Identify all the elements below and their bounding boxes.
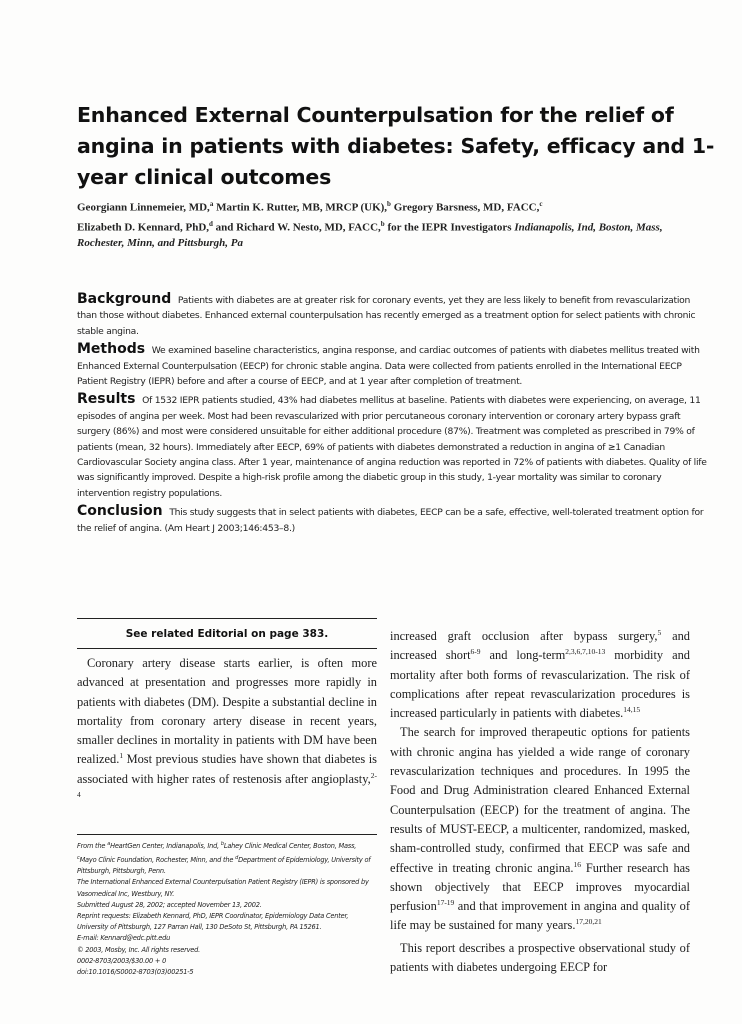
affiliation-marker: c (539, 200, 543, 208)
copyright: © 2003, Mosby, Inc. All rights reserved. (77, 945, 201, 954)
citation: 2-4 (77, 770, 377, 799)
author-name: Martin K. Rutter, MB, MRCP (UK), (213, 201, 388, 214)
body-text (390, 627, 690, 977)
abstract-heading: Results (77, 391, 136, 408)
article-title: Enhanced External Counterpulsation for the relief of angina in patients with diabetes: Safety, efficacy and 1-year clinical outcomes (77, 103, 715, 189)
submission-dates: Submitted August 28, 2002; accepted November 13, 2002. (77, 900, 262, 909)
text-run: Coronary artery disease starts earlier, is often more advanced at presentation and progresses more rapidly in patients with diabetes (DM). Despite a substantial decline in mortality from coronary artery disease in recent years, smaller declines in mortality in patients with DM have been realized. (77, 656, 377, 767)
text-run: Mayo Clinic Foundation, Rochester, Minn, and the (79, 855, 236, 864)
text-run: Further research has shown objectively that EECP improves myocardial perfusion (390, 860, 690, 914)
paragraph (77, 654, 377, 808)
text-run: HeartGen Center, Indianapolis, Ind, (110, 842, 221, 851)
abstract-text: Of 1532 IEPR patients studied, 43% had diabetes mellitus at baseline. Patients with diabetes were experiencing, on average, 11 episodes of angina per week. Most had been revascularized with prior percutaneous coronary intervention or coronary artery bypass graft surgery (86%) and most were considered unsuitable for either additional procedure (87%). Treatment was completed as prescribed in 79% of patients (mean, 32 hours). Immediately after EECP, 69% of patients with diabetes demonstrated a reduction in angina of ≥1 Canadian Cardiovascular Society angina class. After 1 year, maintenance of angina reduction was reported in 72% of patients with diabetes. Quality of life was significantly improved. Despite a high-risk profile among the diabetic group in this study, 1-year mortality was similar to coronary intervention registry populations. (77, 395, 707, 499)
author-name: Elizabeth D. Kennard, PhD, (77, 221, 210, 234)
reprint-requests: Reprint requests: Elizabeth Kennard, PhD, IEPR Coordinator, Epidemiology Data Center, University of Pittsburgh, 127 Parran Hall, 130 DeSoto St, Pittsburgh, PA 15261. (77, 911, 349, 932)
abstract-results (77, 392, 707, 501)
right-column (390, 627, 690, 977)
citation: 16 (573, 859, 581, 869)
text-run: morbidity and mortality after both forms of revascularization. The risk of complications after repeat revascularization procedures is increased particularly in patients with diabetes. (390, 648, 690, 721)
text-run: increased graft occlusion after bypass surgery, (390, 629, 658, 643)
doi: doi:10.1016/S0002-8703(03)00251-5 (77, 967, 194, 976)
affiliation-marker: a (107, 841, 111, 848)
text-run: Lahey Clinic Medical Center, Boston, Mass, (223, 842, 357, 851)
text-run: and increased short (390, 629, 690, 663)
affiliation-marker: a (209, 200, 214, 208)
citation: 14,15 (623, 705, 641, 715)
text-run: The search for improved therapeutic options for patients with chronic angina has yielded a wide range of coronary revascularization techniques and procedures. In 1995 the Food and Drug Administration cleared Enhanced External Counterpulsation (EECP) for the treatment of angina. The results of MUST-EECP, a multicenter, randomized, masked, sham-controlled study, confirmed that EECP was safe and effective in treating chronic angina. (390, 725, 690, 875)
author-group: for the IEPR Investigators (384, 221, 515, 234)
abstract-conclusion (77, 504, 707, 536)
sponsor-footnote: The International Enhanced External Counterpulsation Patient Registry (IEPR) is sponsored by Vasomedical Inc, Westbury, NY. (77, 878, 369, 898)
author-list (77, 196, 677, 251)
citation: 17,20,21 (575, 917, 602, 927)
affiliation-marker: d (235, 854, 239, 861)
issn: 0002-8703/2003/$30.00 + 0 (77, 956, 167, 965)
paragraph (390, 723, 690, 935)
text-run: Department of Epidemiology, University of Pittsburgh, Pittsburgh, Penn. (77, 855, 371, 876)
citation: 1 (119, 751, 124, 761)
abstract-heading: Methods (77, 341, 146, 358)
abstract (77, 292, 707, 539)
body-text (77, 654, 377, 808)
text-run: and long-term (480, 648, 566, 663)
affiliation-marker: d (209, 219, 213, 228)
affiliation-marker: b (220, 841, 224, 848)
footnotes (77, 839, 377, 978)
author-affiliations: Indianapolis, Ind, Boston, Mass, Rochester, Minn, and Pittsburgh, Pa (77, 221, 663, 250)
abstract-background (77, 292, 707, 339)
abstract-heading: Background (77, 291, 172, 307)
abstract-text: Patients with diabetes are at greater risk for coronary events, yet they are less likely to benefit from revascularization than those without diabetes. Enhanced external counterpulsation has recently emerged as a treatment option for select patients with chronic stable angina. (77, 295, 696, 337)
author-name: Georgiann Linnemeier, MD, (77, 201, 210, 214)
paragraph (390, 627, 690, 723)
author-name: Gregory Barsness, MD, FACC, (390, 201, 540, 214)
related-editorial-note: See related Editorial on page 383. (125, 628, 329, 640)
abstract-text: We examined baseline characteristics, angina response, and cardiac outcomes of patients with diabetes mellitus treated with Enhanced External Counterpulsation (EECP) for chronic stable angina. Data were collected from patients enrolled in the International EECP Patient Registry (IEPR) before and after a course of EECP, and at 1 year after completion of treatment. (77, 345, 700, 388)
text-run: and that improvement in angina and quality of life may be sustained for many years. (390, 899, 690, 933)
affiliation-marker: b (387, 200, 391, 208)
text-run: From the (77, 842, 108, 851)
author-name: and Richard W. Nesto, MD, FACC, (212, 221, 381, 234)
affiliation-footnote (77, 839, 377, 877)
text-run: Most previous studies have shown that diabetes is associated with higher rates of restenosis after angioplasty, (77, 752, 377, 786)
divider (77, 648, 377, 649)
abstract-text: This study suggests that in select patients with diabetes, EECP can be a safe, effective, well-tolerated treatment option for the relief of angina. (Am Heart J 2003;146:453–8.) (77, 507, 704, 534)
paragraph: This report describes a prospective observational study of patients with diabetes undergoing EECP for (390, 940, 690, 975)
citation: 17-19 (436, 898, 455, 908)
footnote-divider (77, 834, 377, 835)
abstract-heading: Conclusion (77, 503, 163, 520)
citation: 6-9 (470, 647, 481, 657)
left-column (77, 618, 377, 978)
citation: 2,3,6,7,10-13 (565, 647, 606, 657)
abstract-methods (77, 342, 707, 389)
citation: 5 (657, 627, 662, 637)
email-link[interactable]: E-mail: Kennard@edc.pitt.edu (77, 934, 171, 943)
affiliation-marker: c (77, 854, 80, 861)
affiliation-marker: b (380, 219, 385, 228)
